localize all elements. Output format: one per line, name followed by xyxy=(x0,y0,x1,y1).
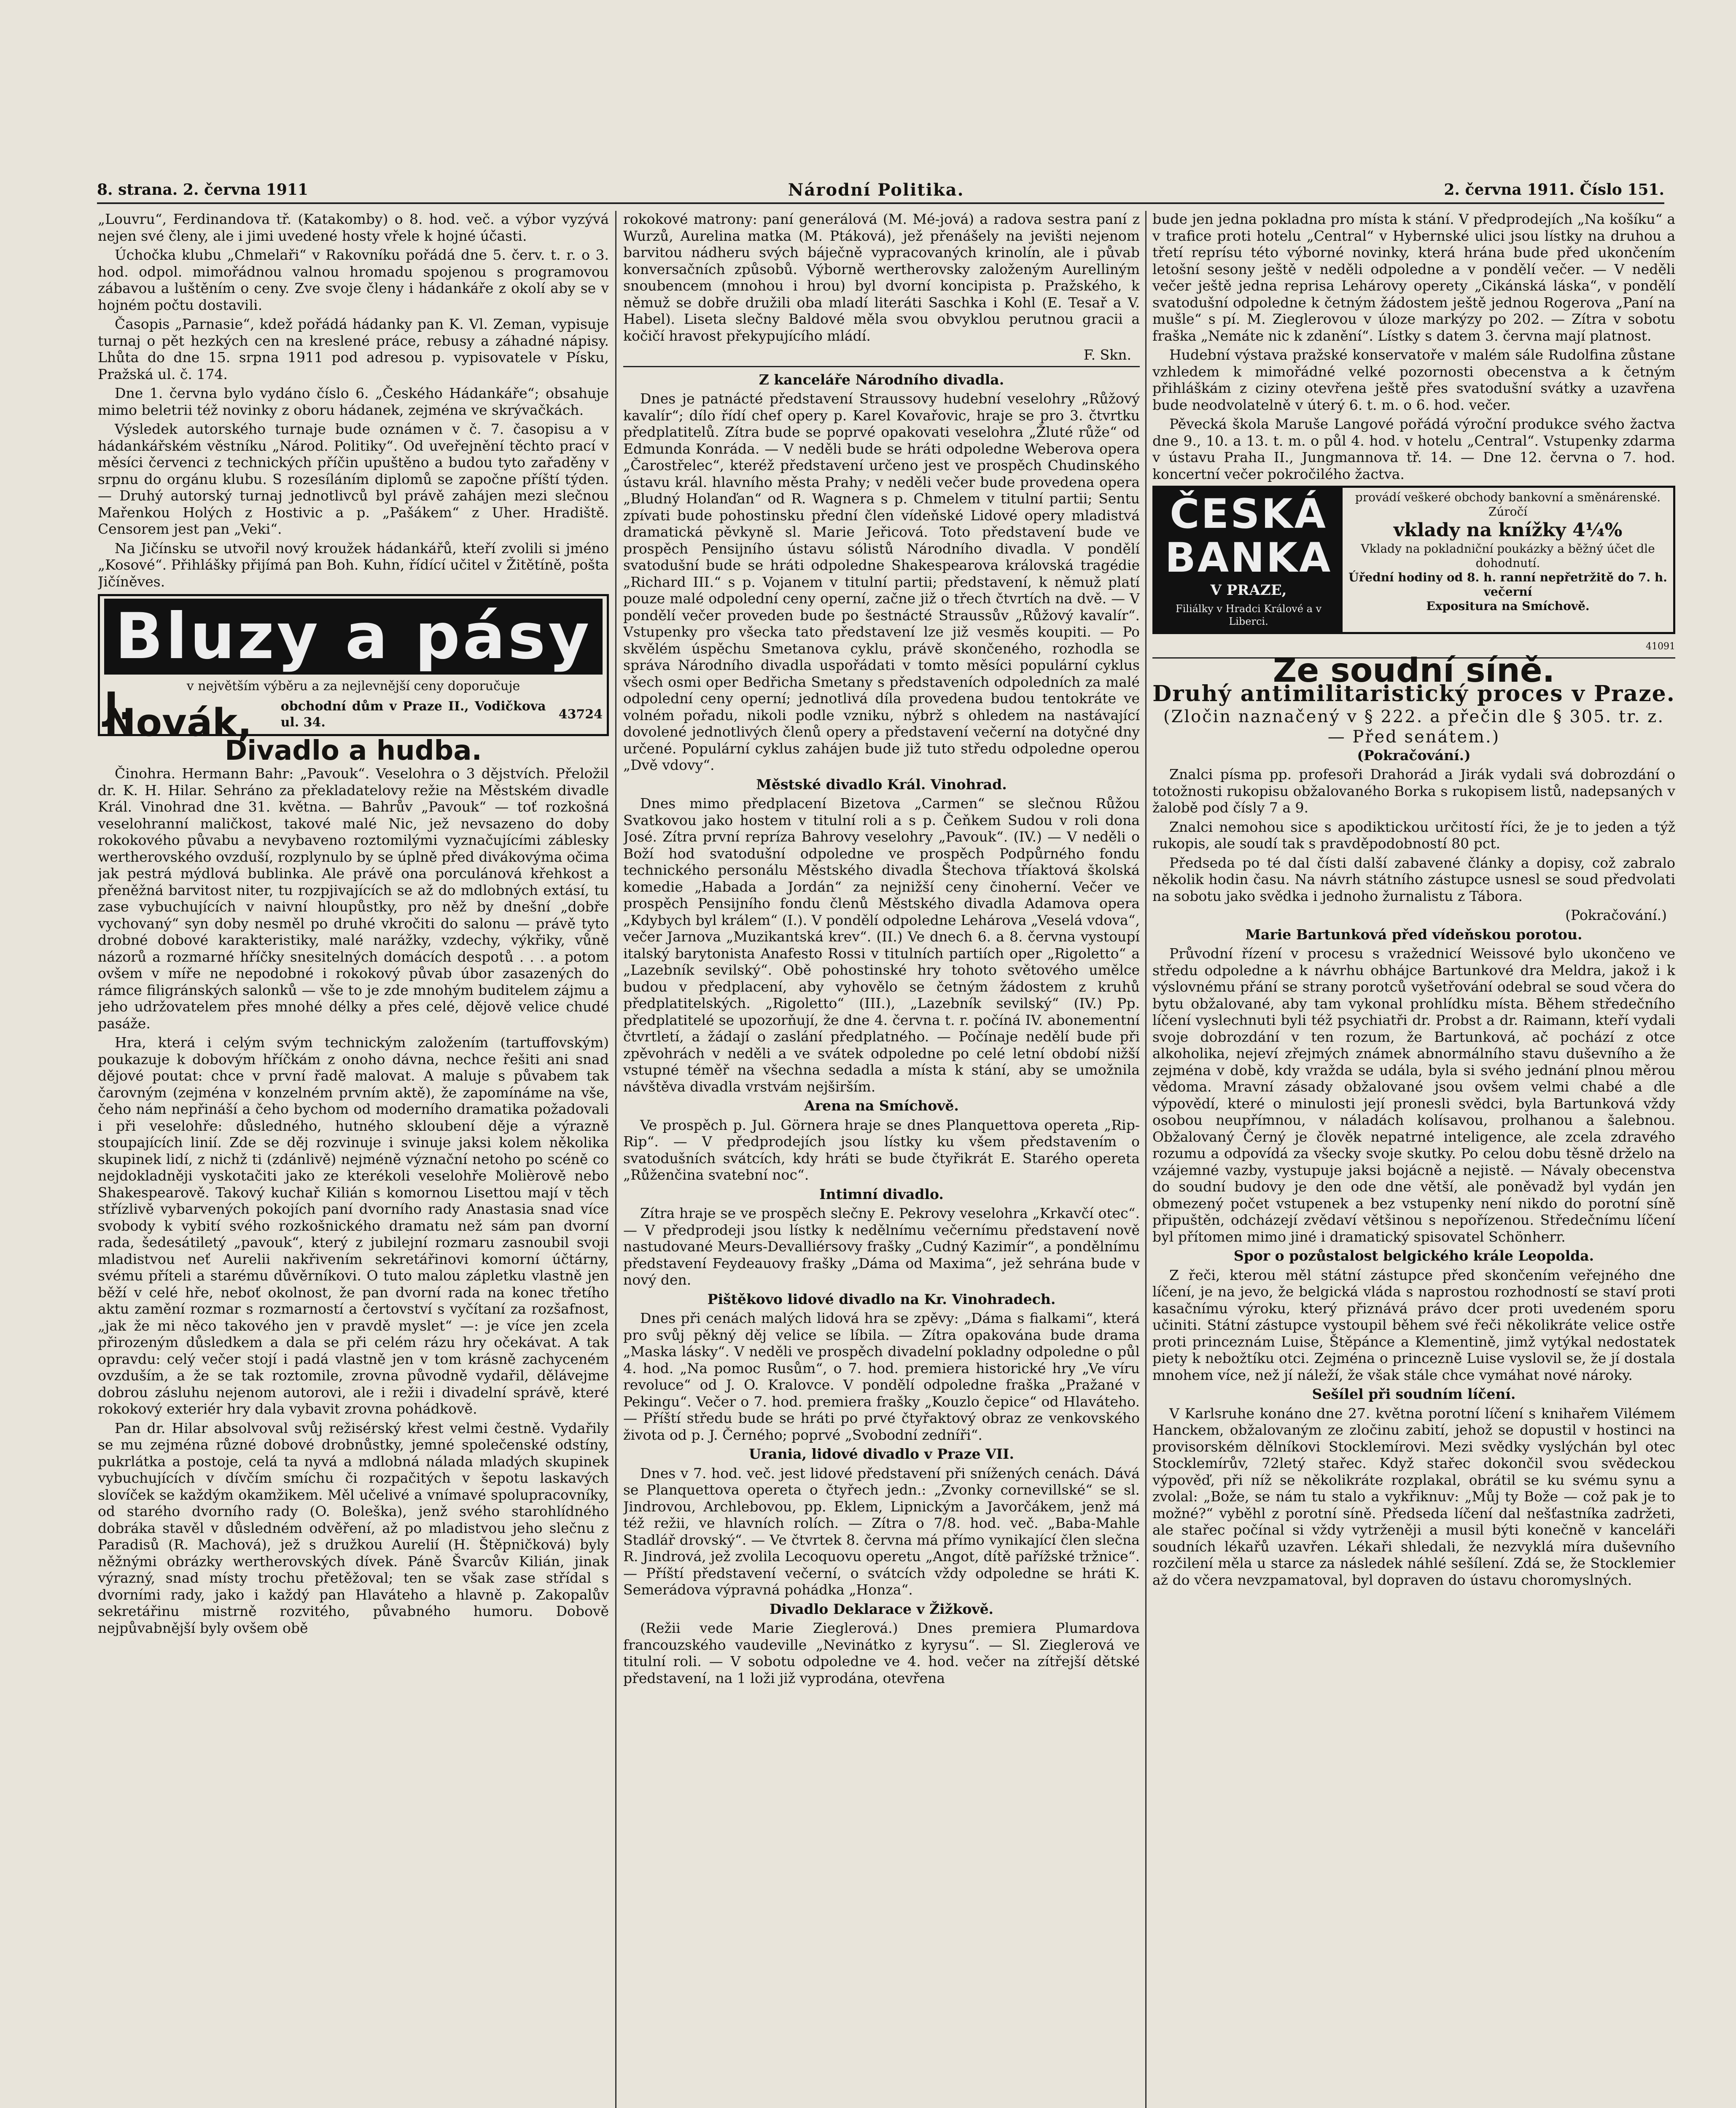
article-paragraph: rokokové matrony: paní generálová (M. Mé-jová) a radova sestra paní z Wurzů, Aurelina matka (M. Ptáková), jež přenášely na jevišti nejenom barvitou nádheru svých báječně vypracovaných krinolín, ale i půvab konversačních způsobů. Výborně wertherovsky založeným Aurelliným snoubencem (mnohou i hrou) byl dvorní koncipista p. Pražského, k němuž se dobře družili oba mladí literáti Saschka i Kohl (E. Tesař a V. Habel). Liseta slečny Baldové měla svou obvyklou perutnou gracii a kočičí hravost překypujícího mládí. xyxy=(623,211,1140,344)
notice-heading: Sešílel při soudním líčení. xyxy=(1312,1386,1516,1402)
bank-ad-line: provádí veškeré obchody bankovní a směnárenské. Zúročí xyxy=(1355,490,1661,519)
ad-subtitle: v největším výběru a za nejlevnější ceny doporučuje xyxy=(186,679,520,694)
bank-name-line1: ČESKÁ xyxy=(1170,490,1327,538)
notice-text: Pěvecká škola Maruše Langové pořádá výroční produkce svého žactva dne 9., 10. a 13. t. m. o půl 4. hod. v hotelu „Central“. Vstupenky zdarma v ústavu Praha II., Jungmannova tř. 14. — Dne 12. června o 7. hod. koncertní večer pokročilého žactva. xyxy=(1152,416,1675,482)
notice-heading: Arena na Smíchově. xyxy=(804,1097,959,1114)
column-3 xyxy=(1152,211,1675,2108)
continuation-note: (Pokračování.) xyxy=(1565,907,1667,923)
notice-text: Dnes je patnácté představení Straussovy hudební veselohry „Růžový kavalír“; dílo řídí chef opery p. Karel Kovařovic, hraje se pro 3. čtvrtku předplatitelů. Zítra bude se poprvé opakovati veselohra „Žluté růže“ od Edmunda Konráda. — V neděli bude se hráti odpoledne Weberova opera „Čarostřelec“, kteréž představení určeno jest ve prospěch Chudinského ústavu král. hlavního města Prahy; v neděli večer bude provedena opera „Bludný Holanďan“ od R. Wagnera s p. Chmelem v titulní partii; Sentu zpívati bude pohostinsku přední člen vídeňské Lidové opery mladistvá dramatická pěvkyně sl. Marie Jeřicová. Toto představení bude ve prospěch Pensijního ústavu sólistů Národního divadla. V pondělí svatodušní bude se hráti odpoledne Shakespearova královská tragédie „Richard III.“ s p. Vojanem v titulní partii; představení, k němuž platí pouze malé odpolední ceny operní, začne již o třech čtvrtích na dvě. — V pondělí večer proveden bude po šestnácté Straussův „Růžový kavalír“. Vstupenky pro všecka tato představení lze již vesměs koupiti. — Po skvělém úspěchu Smetanova cyklu, právě skončeného, rozhodla se správa Národního divadla uspořádati v tomto měsíci populární cyklus všech osmi oper Bedřicha Smetany s představeních odpoledních za malé odpolední ceny operní; jednotlivá díla provedena budou tentokráte ve volném pořadu, nikoli podle vzniku, nýbrž s ohledem na nastávající dovolené jednotlivých členů opery a představení večerní na dotyčné dny určené. Populární cyklus zahájen bude již tuto středu odpoledne operou „Dvě vdovy“. xyxy=(623,390,1140,773)
puzzle-note: Výsledek autorského turnaje bude oznámen v č. 7. časopisu a v hádankářském věstníku „Národ. Politiky“. Od uveřejnění těchto prací v měsíci červenci z technických příčin upuštěno a budou tyto zařaděny v srpnu do orgánu klubu. S rozesíláním diplomů se započne příští týden. — Druhý autorský turnaj jednotlivců byl právě zahájen mezi slečnou Mařenkou Holých z Hostivic a p. „Pašákem“ z Uher. Hradiště. Censorem jest pan „Veki“. xyxy=(98,421,609,537)
article-charge: (Zločin naznačený v § 222. a přečin dle § 305. tr. z. — Před senátem.) xyxy=(1163,707,1665,747)
separator xyxy=(623,366,1140,367)
notice-text: Průvodní řízení v procesu s vražednicí Weissové bylo ukončeno ve středu odpoledne a k návrhu obhájce Bartunkové dra Meldra, jakož i k výslovnému přání se strany porotců vyšetřování odebral se soud včera do bytu obžalované, aby tam vykonal prohlídku místa. Během středečního líčení vyslechnuti byli též psychiatři dr. Probst a dr. Raimann, kteří vydali svoje dobrozdání v ten rozum, že Bartunková, ač pochází z otce alkoholika, nejeví zřejmých známek abnormálního stavu duševního a že zejména v době, kdy vražda se udála, byla si svého jednání plnou měrou vědoma. Mravní zásady obžalované jsou ovšem velmi chabé a dle výpovědí, které o minulosti její pronesli svědci, byla Bartunková vždy osobou neupřímnou, v náladách kolísavou, prolhanou a šalebnou. Obžalovaný Černý je člověk nepatrné inteligence, ale zcela zdravého rozumu a odpovídá za všecky svoje skutky. Po celou dobu těsně drželo na vzájemné vazby, vystupuje jaksi bojácně a nejistě. — Návaly obecenstva do soudní budovy je den ode dne větší, ale poněvadž byl vydán jen obmezený počet vstupenek a bez vstupenky není nikdo do porotní síně připuštěn, odcházejí zvědaví většinou s nepořízenou. Středečnímu líčení byl přítomen mimo jiné i dramatický spisovatel Schönherr. xyxy=(1152,945,1675,1245)
bank-name-line2: BANKA xyxy=(1165,534,1332,581)
bank-ad-branch: Expositura na Smíchově. xyxy=(1426,599,1590,613)
notice-heading: Marie Bartunková před vídeňskou porotou. xyxy=(1245,926,1583,943)
notice-heading: Z kanceláře Národního divadla. xyxy=(759,371,1004,388)
notice-text: Hudební výstava pražské konservatoře v malém sále Rudolfina zůstane vzhledem k mimořádné velké pozornosti obecenstva a k četným přihláškám z ciziny otevřena ještě přes svatodušní svátky a uzavřena bude neodvolatelně v úterý 6. t. m. o 6. hod. večer. xyxy=(1152,347,1675,413)
header-right: 2. června 1911. Číslo 151. xyxy=(1444,181,1664,199)
column-rule-2 xyxy=(1145,211,1147,2108)
ad-firm-name: J. Novák, xyxy=(104,684,252,745)
notice-heading: Městské divadlo Král. Vinohrad. xyxy=(756,776,1007,793)
puzzle-note: Dne 1. června bylo vydáno číslo 6. „Českého Hádankáře“; obsahuje mimo beletrii též novinky z oboru hádanek, zejména ve skrývačkách. xyxy=(98,385,609,418)
column-2 xyxy=(623,211,1140,2108)
bank-ad-line: Vklady na pokladniční poukázky a běžný účet dle dohodnutí. xyxy=(1361,542,1655,570)
notice-heading: Spor o pozůstalost belgického krále Leopolda. xyxy=(1233,1248,1594,1264)
advertisement-bluzy xyxy=(98,594,609,745)
notice-text: bude jen jedna pokladna pro místa k stání. V předprodejích „Na košíku“ a v trafice proti hotelu „Central“ v Hybernské ulici jsou lístky na druhou a třetí reprísu této výborné novinky, která hrána bude před ukončením letošní sesony ještě v neděli odpoledne a v pondělí večer. — V neděli večer ještě jedna reprisa Lehárovy operety „Cikánská láska“, v pondělí svatodušní odpoledne k četným žádostem ještě jednou Rogerova „Paní na mušle“ s pí. M. Zieglerovou v úloze markýzy po 202. — Zítra v sobotu fraška „Nemáte nic k zdanění“. Lístky s datem 3. června mají platnost. xyxy=(1152,211,1675,344)
notice-text: Dnes mimo předplacení Bizetova „Carmen“ se slečnou Růžou Svatkovou jako hostem v titulní roli a s p. Čeňkem Sudou v roli dona José. Zítra první repríza Bahrovy veselohry „Pavouk“. (IV.) — V neděli o Boží hod svatodušní odpoledne ve prospěch Podpůrného fondu technického personálu Městského divadla Štechova tříaktová školská komedie „Habada a Jordán“ za nejnižší ceny činoherní. Večer ve prospěch Pensijního fondu členů Městského divadla Adamova opera „Kdybych byl králem“ (I.). V pondělí odpoledne Lehárova „Veselá vdova“, večer Jarnova „Muzikantská krev“. (II.) Ve dnech 6. a 8. června vystoupí italský barytonista Anafesto Rossi v titulních partiích oper „Rigoletto“ a „Lazebník sevilský“. Obě pohostinské hry tohoto světového umělce budou v předplacení, aby vyhovělo se četným žádostem z kruhů předplatitelských. „Rigoletto“ (III.), „Lazebník sevilský“ (IV.) Pp. předplatitelé se upozorňují, že dne 4. června t. r. počíná IV. abonementní čtvrtletí, a žádají o zaslání předplatného. — Počínaje nedělí bude při zpěvohrách v neděli a ve svátek odpoledne po celé letní období nižší vstupné téměř na všechna sedadla a místa k stání, aby se umožnila návštěva divadla vrstvám nejširším. xyxy=(623,795,1140,1095)
notice-text: V Karlsruhe konáno dne 27. května porotní líčení s knihařem Vilémem Hanckem, obžalovaným ze zločinu zabití, jehož se dopustil v hostinci na provisorském dělníkovi Stocklemírovi. Mezi svědky vyslýchán byl otec Stocklemírův, 72letý stařec. Když stařec dokončil svou svědeckou výpověď, při níž se několikráte rozplakal, obrátil se ku svému synu a zvolal: „Bože, se nám tu stalo a vykřiknuv: „Můj ty Bože — což pak je to možné?“ vyběhl z porotní síně. Předseda líčení dal nešťastníka zadržeti, ale stařec počínal si vždy vytrženěji a musil býti konečně v kanceláři soudních lékařů uzavřen. Lékaři shledali, že nezvyklá míra duševního rozčilení měla u starce za následek náhlé sešílení. Zdá se, že Stocklemier až do včera nevzpamatoval, byl dopraven do ústavu choromyslných. xyxy=(1152,1405,1675,1588)
notice-text: Z řeči, kterou měl státní zástupce před skončením veřejného dne líčení, je na jevo, že belgická vláda s naprostou rozhodností se staví proti kasačnímu výroku, který přiznává právo dcer proti uvedeném sporu učiniti. Státní zástupce vystoupil během své řeči několikráte velice ostře proti princeznám Luise, Štěpánce a Klementině, jimž vytýkal nedostatek piety k nebožtíku otci. Zejména o princezně Luise vyslovil se, že jí dostala mnohem více, než jí náleží, že však stále chce vymáhat nové nároky. xyxy=(1152,1266,1675,1383)
notice-heading: Divadlo Deklarace v Žižkově. xyxy=(769,1600,994,1617)
puzzle-note: Na Jičínsku se utvořil nový kroužek hádankářů, kteří zvolili si jméno „Kosové“. Přihlášky přijímá pan Boh. Kuhn, řídící učitel v Žitětíně, pošta Jičíněves. xyxy=(98,540,609,590)
column-rule-1 xyxy=(615,211,616,2108)
page-header xyxy=(97,177,1664,204)
article-title: Druhý antimilitaristický proces v Praze. xyxy=(1152,680,1675,707)
column-1 xyxy=(98,211,609,2108)
notice-heading: Urania, lidové divadlo v Praze VII. xyxy=(749,1446,1014,1462)
notice-text: Dnes v 7. hod. več. jest lidové představení při snížených cenách. Dává se Planquettova opereta o čtyřech jedn.: „Zvonky cornevillské“ se sl. Jindrovou, Archlebovou, pp. Eklem, Lipnickým a Javorčákem, jenž má též režii, ve hlavních rolích. — Zítra o 7/8. hod. več. „Baba-Mahle Stadlář drovský“. — Ve čtvrtek 8. června má přímo vynikající člen slečna R. Jindrová, jež zvolila Lecoquovu operetu „Angot, dítě pařížské tržnice“. — Příští představení večerní, o svátcích vždy odpoledne se hráti K. Semerádova výpravná pohádka „Honza“. xyxy=(623,1465,1140,1598)
notice-text: Zítra hraje se ve prospěch slečny E. Pekrovy veselohra „Krkavčí otec“. — V předprodeji jsou lístky k nedělnímu večernímu představení nově nastudované Meurs-Devalliérsovy frašky „Cudný Kazimír“, a pondělnímu představení Feydeauovy frašky „Dáma od Maxima“, jež sehrána bude v nový den. xyxy=(623,1205,1140,1288)
notice-heading: Pištěkovo lidové divadlo na Kr. Vinohradech. xyxy=(707,1291,1056,1307)
notice-text: Dnes při cenách malých lidová hra se zpěvy: „Dáma s fialkami“, která pro svůj pěkný děj velice se líbila. — Zítra opakována bude drama „Maska lásky“. V neděli ve prospěch divadelní pokladny odpoledne o půl 4. hod. „Na pomoc Rusům“, o 7. hod. premiera historické hry „Ve víru revoluce“ od J. O. Kralovce. V pondělí odpoledne fraška „Pražané v Pekingu“. Večer o 7. hod. premiera frašky „Kouzlo čepice“ od Hlaváteho. — Příští středu bude se hráti po prvé čtyřaktový obraz ze venkovského života od p. J. Černého; poprvé „Svobodní zedníři“. xyxy=(623,1310,1140,1443)
article-paragraph: Znalci nemohou sice s apodiktickou určitostí říci, že je to jeden a týž rukopis, ale soudí tak s pravděpodobností 80 pct. xyxy=(1152,818,1675,852)
article-paragraph: Hra, která i celým svým technickým založením (tartuffovským) poukazuje k dobovým hříčkám z onoho dávna, nechce řešiti ani snad dějové poutat: chce v první řadě malovat. A maluje s půvabem tak čarovným (zejména v konzelném prvním aktě), že zapomínáme na vše, čeho nám nepřináší a čeho bychom od moderního dramatika požadovali i při veselohře: důsledného, hutného skloubení děje a výrazně stoupajících linií. Zde se děj rozvinuje i svinuje jaksi kolem několika skupinek lidí, z nichž ti (zdánlivě) nejméně význační netoho po scéně co nejdokladněji vyskotačiti jako ze kterékoli veselohře Molièrově nebo Shakespearově. Takový kuchař Kilián s komornou Lisettou mají v těch střízlivě vybarvených pokojích paní dvorního rady Anastasia snad více svobody k vybití svého rozkošnického dramatu než sám pan dvorní rada, šedesátiletý „pavouk“, který z jubilejní rozmaru zasnoubil svoji mladistvou neť Aurelii nakřivením sekretářinovi komorní účtárny, svému příteli a starému důvěrníkovi. O tuto malou zápletku vlastně jen běží v celé hře, neboť okolnost, že pan dvorní rada na konec třetího aktu zamění rozmar s rozmarností a čertovství s vyčítaní za rozšafnost, „jak že mi něco takového jen v pravdě myslet“ —: je více jen zcela přirozeným důsledkem a dala se při celém rázu hry očekávat. A tak opravdu: celý večer stojí i padá vlastně jen v tom krásně zachyceném ovzduším, a že se tak roztomile, zrovna původně vydařil, dělávejme dobrou zásluhu nejenom autorovi, ale i režii i divadelní správě, které rokokový exteriér hry dala vybavit zrovna pohádkově. xyxy=(98,1034,609,1417)
bank-logo xyxy=(1155,488,1343,632)
newspaper-title: Národní Politika. xyxy=(788,180,964,200)
section-title-court: Ze soudní síně. xyxy=(1273,652,1555,690)
ad-number: 41091 xyxy=(1646,641,1675,652)
section-title-theatre: Divadlo a hudba. xyxy=(225,735,482,766)
notice-text: Ve prospěch p. Jul. Görnera hraje se dnes Planquettova opereta „Rip-Rip“. — V předprodejích jsou lístky ku všem představením o svatodušních svátcích, kdy hráti se bude čtyřikrát E. Starého opereta „Růženčina svatební noc“. xyxy=(623,1116,1140,1183)
bank-ad-text xyxy=(1343,488,1673,632)
ad-headline: Bluzy a pásy xyxy=(104,599,603,675)
continuation-note: (Pokračování.) xyxy=(1357,747,1471,764)
notice-heading: Intimní divadlo. xyxy=(819,1186,944,1202)
article-paragraph: Činohra. Hermann Bahr: „Pavouk“. Veselohra o 3 dějstvích. Přeložil dr. K. H. Hilar. Sehráno za překladatelovy režie na Městském divadle Král. Vinohrad dne 31. května. — Bahrův „Pavouk“ — toť rozkošná veselohranní maličkost, takové malé Nic, jež nevsazeno do doby rokokového půvabu a nevybaveno roztomilými vyznačujícími záblesky wertherovského ovzduší, rozplynulo by se úplně před divákovýma očima jak pestrá mýdlová bublinka. Ale právě ona porculánová křehkost a přeněžná barvitost niter, tu rozpjivajících se až do mdlobných extásí, tu zase vybuchujících v naivní hloupůstky, pro něž by dnešní „dobře vychovaný“ syn doby nesměl po druhé vkročiti do salonu — právě tyto drobné dobové karakteristiky, malé narážky, vzdechy, výkřiky, vůně názorů a rozmarné hříčky snesitelných domácích despotů . . . a potom ovšem v míře ne nepodobné i rokokový půvab úbor zasazených do rámce filigránských salonků — vše to je zde mnohým buditelem zájmu a jeho udržovatelem přes mnohé délky a přes celé, dějově velice chudé pasáže. xyxy=(98,765,609,1032)
notice-text: (Režii vede Marie Zieglerová.) Dnes premiera Plumardova francouzského vaudeville „Nevinátko z kyrysu“. — Sl. Zieglerová ve titulní roli. — V sobotu odpoledne ve 4. hod. večer na zítřejší dětské představení, na 1 loži již vyprodána, otevřena xyxy=(623,1620,1140,1686)
puzzle-note: „Louvru“, Ferdinandova tř. (Katakomby) o 8. hod. več. a výbor vyzývá nejen své členy, ale i jimi uvedené hosty vřele k hojné účasti. xyxy=(98,211,609,244)
puzzle-note: Časopis „Parnasie“, kdež pořádá hádanky pan K. Vl. Zeman, vypisuje turnaj o pět hezkých cen na kreslené práce, rebusy a záhadné nápisy. Lhůta do dne 15. srpna 1911 pod adresou p. vypisovatele v Písku, Pražská ul. č. 174. xyxy=(98,316,609,382)
bank-ad-rate: vklady na knížky 4¼% xyxy=(1393,519,1623,541)
article-paragraph: Znalci písma pp. profesoři Drahorád a Jirák vydali svá dobrozdání o totožnosti rukopisu obžalovaného Borka s rukopisem listů, nadepsaných v žalobě pod čísly 7 a 9. xyxy=(1152,766,1675,816)
article-paragraph: Předseda po té dal čísti další zabavené články a dopisy, což zabralo několik hodin času. Na návrh státního zástupce usnesl se soud předvolati na sobotu jako svědka i jednoho žurnalistu z Tábora. xyxy=(1152,854,1675,904)
article-paragraph: Pan dr. Hilar absolvoval svůj režisérský křest velmi čestně. Vydařily se mu zejména různé dobové drobnůstky, jemné společenské odstíny, pukrlátka a postoje, celá ta nyvá a mdlobná nálada mladých skupinek vybuchujících v dívčím smíchu či rozpačitých v šepotu laskavých slovíček se každým okamžikem. Měl učelivé a vnímavé spolupracovníky, od starého dvorního rady (O. Boleška), jenž svého starohlídného dobráka stavěl v důsledném odvěření, až po mladistvou jeho slečnu z Paradisů (R. Machová), jež s družkou Aurelií (H. Štěpničková) byly něžnými obrázky wertherovských dívek. Páně Švarcův Kilián, jinak výrazný, snad místy trochu přetěžoval; ten se však zase střídal s dvorními rady, jako i každý pan Hlaváteho a hlavně p. Zakopalův sekretářinu mistrně rozvitého, půvabného humoru. Dobově nejpůvabnější byly ovšem obě xyxy=(98,1420,609,1636)
bank-ad-hours: Úřední hodiny od 8. h. ranní nepřetržitě do 7. h. večerní xyxy=(1348,570,1667,599)
advertisement-ceska-banka xyxy=(1152,486,1675,634)
puzzle-note: Úchočka klubu „Chmelaři“ v Rakovníku pořádá dne 5. červ. t. r. o 3. hod. odpol. mimořádnou valnou hromadu spojenou s programovou zábavou a luštěním o ceny. Zve svoje členy i hádankáře z okolí aby se v hojném počtu dostavili. xyxy=(98,247,609,313)
bank-city: V PRAZE, xyxy=(1210,582,1287,599)
ad-address: obchodní dům v Praze II., Vodičkova ul. 34. xyxy=(280,699,546,730)
ad-number: 43724 xyxy=(558,707,603,722)
bank-branches: Filiálky v Hradci Králové a v Liberci. xyxy=(1175,602,1322,627)
header-left: 8. strana. 2. června 1911 xyxy=(97,181,308,199)
article-signature: F. Skn. xyxy=(1083,347,1131,363)
